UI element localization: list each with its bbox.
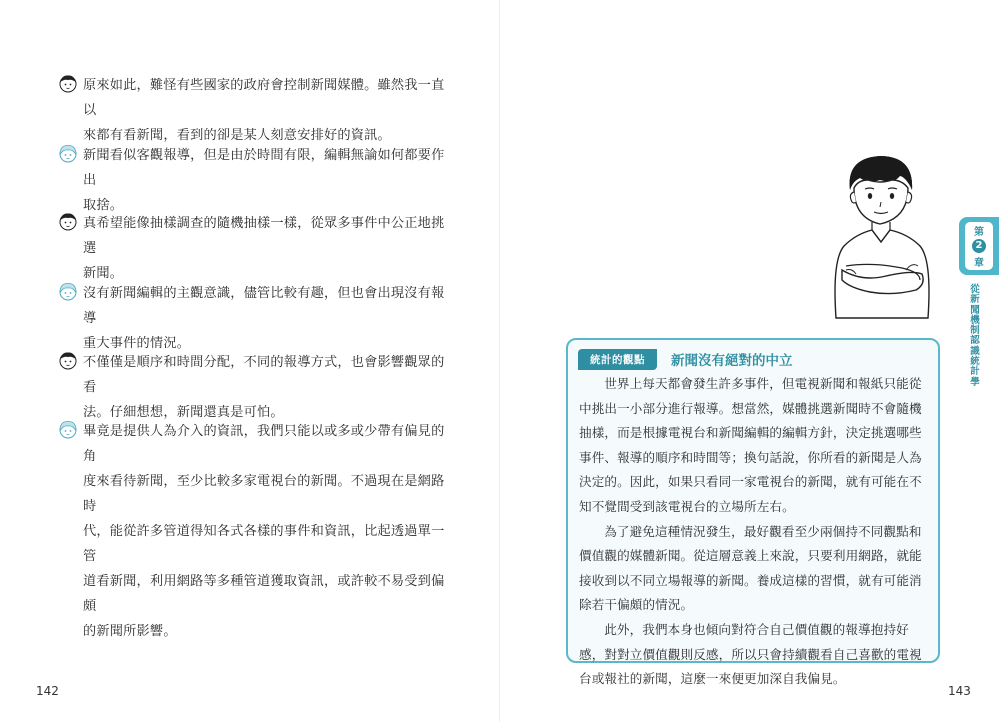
page-number: 142 bbox=[36, 684, 59, 698]
girl-avatar-icon bbox=[58, 143, 78, 163]
dialogue-line bbox=[58, 350, 448, 425]
info-box-header bbox=[578, 348, 793, 370]
chapter-number: 2 bbox=[972, 239, 986, 253]
girl-avatar-icon bbox=[58, 281, 78, 301]
girl-avatar-icon bbox=[58, 419, 78, 439]
info-box bbox=[566, 338, 940, 687]
dialogue-text: 新聞看似客觀報導，但是由於時間有限，編輯無論如何都要作出 取捨。 bbox=[83, 148, 445, 213]
info-paragraph: 為了避免這種情況發生，最好觀看至少兩個持不同觀點和價值觀的媒體新聞。從這層意義上來說，只要利用網路，就能接收到以不同立場報導的新聞。養成這樣的習慣，就有可能消除若干偏頗的情況。 bbox=[579, 523, 922, 613]
info-box-title: 新聞沒有絕對的中立 bbox=[671, 353, 793, 369]
dialogue-line bbox=[58, 73, 448, 148]
chapter-tab-inner bbox=[965, 222, 993, 270]
dialogue-line bbox=[58, 143, 448, 218]
dialogue-line bbox=[58, 211, 448, 286]
boy-avatar-icon bbox=[58, 211, 78, 231]
chapter-tab bbox=[959, 217, 999, 275]
boy-avatar-icon bbox=[58, 350, 78, 370]
info-paragraph: 世界上每天都會發生許多事件，但電視新聞和報紙只能從中挑出一小部分進行報導。想當然，媒體挑選新聞時不會隨機抽樣，而是根據電視台和新聞編輯的編輯方針，決定挑選哪些事件、報導的順序和時間等；換句話說，你所看的新聞是人為決定的。因此，如果只看同一家電視台的新聞，就有可能在不知不覺間受到該電視台的立場所左右。 bbox=[579, 376, 922, 514]
dialogue-text: 畢竟是提供人為介入的資訊，我們只能以或多或少帶有偏見的角 度來看待新聞，至少比較多家電視台的新聞。不過現在是網路時 代，能從許多管道得知各式各樣的事件和資訊，比起透過單一管 道看新聞，利用網路等多種管道獲取資訊，或許較不易受到偏頗 的新聞所影響。 bbox=[83, 424, 445, 639]
dialogue-text: 不僅僅是順序和時間分配，不同的報導方式，也會影響觀眾的看 法。仔細想想，新聞還真是可怕。 bbox=[83, 355, 445, 420]
left-page bbox=[0, 0, 499, 722]
info-box-tag: 統計的觀點 bbox=[578, 349, 657, 370]
dialogue-text: 真希望能像抽樣調查的隨機抽樣一樣，從眾多事件中公正地挑選 新聞。 bbox=[83, 216, 445, 281]
page-number: 143 bbox=[948, 684, 971, 698]
dialogue-text: 原來如此，難怪有些國家的政府會控制新聞媒體。雖然我一直以 來都有看新聞，看到的卻是某人刻意安排好的資訊。 bbox=[83, 78, 445, 143]
dialogue-line bbox=[58, 419, 448, 644]
right-page bbox=[500, 0, 999, 722]
chapter-suffix: 章 bbox=[974, 258, 984, 270]
info-box-body bbox=[579, 372, 931, 692]
boy-arms-crossed-illustration bbox=[822, 150, 942, 320]
dialogue-line bbox=[58, 281, 448, 356]
chapter-title: 從新聞機制認識統計學 bbox=[970, 284, 980, 388]
chapter-prefix: 第 bbox=[974, 226, 984, 238]
boy-avatar-icon bbox=[58, 73, 78, 93]
info-paragraph: 此外，我們本身也傾向對符合自己價值觀的報導抱持好感，對對立價值觀則反感，所以只會持續觀看自己喜歡的電視台或報社的新聞，這麼一來便更加深自我偏見。 bbox=[579, 621, 922, 687]
dialogue-text: 沒有新聞編輯的主觀意識，儘管比較有趣，但也會出現沒有報導 重大事件的情況。 bbox=[83, 286, 445, 351]
